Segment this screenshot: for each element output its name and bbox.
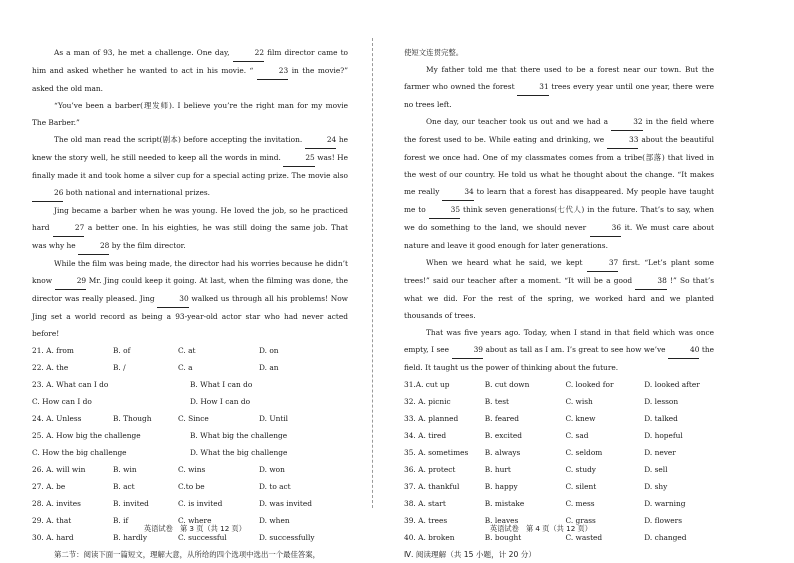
section-heading-reading: Ⅳ. 阅读理解（共 15 小题，计 20 分） [404,550,536,559]
options-list-right [404,376,714,546]
option-choice: C. sad [565,431,589,440]
option-choice: D. hopeful [644,431,683,440]
passage-text: about the beautiful forest we once had. One of my classmates comes from a tribe(部落) that lived in the west of our country. He told us what he thought about the change. “It makes me really [404,135,714,196]
passage-paragraph [32,131,348,202]
blank-number: 38 [635,272,666,290]
left-page [32,44,348,563]
cloze-passage-right [404,61,714,376]
option-choice: B. hurt [484,465,511,474]
option-choice: 32. A. picnic [404,397,451,406]
option-choice: C. wish [565,397,593,406]
section-instruction: 第二节：阅读下面一篇短文，理解大意，从所给的四个选项中选出一个最佳答案， [54,550,321,559]
passage-paragraph [404,324,714,376]
blank-number: 23 [257,62,288,80]
option-choice: B. test [484,397,509,406]
option-choice: C. successful [178,533,227,542]
option-choice: C. looked for [565,380,614,389]
option-choice: B. act [113,482,135,491]
passage-paragraph [404,61,714,113]
option-choice: C. wins [178,465,206,474]
blank-number: 29 [55,272,86,290]
blank-number: 25 [283,149,314,167]
option-row [32,410,348,427]
option-choice: C. How the big challenge [32,448,127,457]
option-choice: B. win [113,465,137,474]
option-choice: C. mess [565,499,595,508]
option-row [404,393,714,410]
option-choice: D. successfully [259,533,315,542]
option-choice: 34. A. tired [404,431,447,440]
option-choice: 40. A. broken [404,533,455,542]
option-choice: D. flowers [644,516,682,525]
option-row [32,359,348,376]
option-choice: D. on [259,346,279,355]
blank-number: 35 [429,201,460,219]
blank-number: 34 [442,183,473,201]
blank-number: 32 [611,113,642,131]
option-row [32,427,348,444]
passage-text: by the film director. [111,241,186,250]
option-choice: D. How I can do [190,397,251,406]
option-row [32,342,348,359]
passage-text: it. We must care about nature and leave it good enough for later generations. [404,223,714,250]
option-choice: C. Since [178,414,209,423]
option-choice: B. of [113,346,131,355]
passage-text: My father told me that there used to be a forest near our town. But the farmer who owned the forest [404,65,714,91]
blank-number: 22 [233,44,264,62]
passage-paragraph [32,255,348,342]
option-choice: 26. A. will win [32,465,86,474]
option-choice: B. invited [113,499,149,508]
option-choice: D. looked after [644,380,700,389]
blank-number: 33 [607,131,638,149]
passage-text: was! He finally made it and took home a silver cup for a special acting prize. The movie also [32,153,348,180]
option-choice: D. changed [644,533,687,542]
option-choice: C. where [178,516,212,525]
passage-text: One day, our teacher took us out and we had a [426,117,609,126]
passage-text: When we heard what he said, we kept [426,258,583,267]
option-row [404,461,714,478]
option-choice: D. Until [259,414,289,423]
passage-text: the field. It taught us the power of thinking about the future. [404,345,715,372]
option-choice: C. silent [565,482,597,491]
passage-paragraph [404,113,714,254]
passage-text: both national and international prizes. [65,188,210,197]
passage-text: !” So that’s what we did. For the rest of the spring, we worked hard and we planted thousands of trees. [404,276,714,320]
option-choice: D. an [259,363,279,372]
option-row [32,376,348,393]
page-footer-right: 英语试卷 第 4 页（共 12 页） [490,524,592,533]
option-choice: 36. A. protect [404,465,456,474]
option-choice: B. What big the challenge [190,431,288,440]
blank-number: 28 [78,237,109,255]
option-choice: 33. A. planned [404,414,459,423]
option-choice: D. to act [259,482,291,491]
option-choice: C.to be [178,482,205,491]
passage-text: think seven generations(七代人) in the future. That’s to say, when we do something to the land, we should never [404,205,714,232]
option-choice: B. hardly [113,533,148,542]
option-choice: D. What the big challenge [190,448,288,457]
option-choice: C. study [565,465,596,474]
blank-number: 31 [517,78,548,96]
passage-paragraph [32,44,348,97]
option-choice: B. always [484,448,521,457]
option-choice: 21. A. from [32,346,74,355]
option-choice: B. cut down [484,380,530,389]
option-choice: B. if [113,516,129,525]
option-choice: D. shy [644,482,668,491]
page-footer-left: 英语试卷 第 3 页（共 12 页） [144,524,246,533]
passage-text: Mr. Jing could keep it going. At last, when the filming was done, the director was really pleased. Jing [32,276,348,303]
option-choice: B. happy [484,482,518,491]
option-choice: 22. A. the [32,363,69,372]
option-choice: 35. A. sometimes [404,448,469,457]
option-choice: D. sell [644,465,668,474]
option-choice: C. How can I do [32,397,92,406]
option-choice: 23. A. What can I do [32,380,109,389]
option-choice: D. lesson [644,397,679,406]
passage-text: While the film was being made, the director had his worries because he didn’t know [32,259,348,285]
blank-number: 24 [305,131,336,149]
instruction-continued: 使短文连贯完整。 [404,48,464,57]
passage-paragraph [32,202,348,255]
option-choice: B. mistake [484,499,525,508]
option-choice: 27. A. be [32,482,66,491]
option-choice: C. a [178,363,193,372]
passage-text: As a man of 93, he met a challenge. One day, [54,48,230,57]
blank-number: 36 [590,219,621,237]
option-choice: 39. A. trees [404,516,448,525]
passage-text: in the movie?” asked the old man. [32,66,348,93]
passage-text: he knew the story well, he still needed to keep all the words in mind. [32,135,348,162]
passage-text: film director came to him and asked whether he wanted to act in his movie. “ [32,48,348,75]
option-choice: D. never [644,448,676,457]
option-choice: C. grass [565,516,596,525]
passage-text: about as tall as I am. I’s great to see how we’ve [485,345,666,354]
option-choice: 29. A. that [32,516,72,525]
option-row [32,393,348,410]
option-row [404,478,714,495]
blank-number: 30 [157,290,188,308]
option-choice: D. when [259,516,290,525]
option-choice: 25. A. How big the challenge [32,431,141,440]
option-choice: B. bought [484,533,522,542]
option-choice: D. talked [644,414,678,423]
option-choice: C. at [178,346,196,355]
option-row [32,461,348,478]
option-choice: B. / [113,363,126,372]
passage-text: first. “Let’s plant some trees!” said our teacher after a moment. “It will be a good [404,258,714,285]
option-choice: B. What I can do [190,380,253,389]
blank-number: 27 [53,219,84,237]
passage-text: walked us through all his problems! Now Jing set a world record as being a 93-year-old actor star who had never acted before! [32,294,348,338]
passage-paragraph: “You’ve been a barber(理发师). I believe you’re the right man for my movie The Barber.” [32,101,348,127]
passage-text: to learn that a forest has disappeared. My people have taught me to [404,187,715,214]
option-choice: B. leaves [484,516,519,525]
passage-text: a better one. In his eighties, he was still doing the same job. That was why he [32,223,349,250]
blank-number: 37 [587,254,618,272]
passage-paragraph [404,254,714,324]
option-choice: 28. A. invites [32,499,81,508]
option-choice: C. knew [565,414,596,423]
cloze-passage-left [32,44,348,342]
option-choice: C. seldom [565,448,603,457]
page-divider [372,38,373,508]
option-row [32,495,348,512]
option-choice: D. won [259,465,285,474]
option-choice: 37. A. thankful [404,482,460,491]
option-choice: 31.A. cut up [404,380,450,389]
passage-text: That was five years ago. Today, when I stand in that field which was once empty, I see [404,328,714,354]
option-choice: B. feared [484,414,520,423]
option-choice: D. was invited [259,499,312,508]
options-list-left [32,342,348,546]
option-row [404,427,714,444]
passage-text: trees every year until one year, there were no trees left. [404,82,714,109]
option-choice: 24. A. Unless [32,414,82,423]
option-row [404,376,714,393]
option-row [32,478,348,495]
passage-text: Jing became a barber when he was young. He loved the job, so he practiced hard [32,206,348,232]
passage-text: in the field where the forest used to be. While eating and drinking, we [404,117,714,144]
right-page [404,44,714,563]
option-row [404,444,714,461]
blank-number: 26 [32,184,63,202]
blank-number: 39 [452,341,483,359]
option-row [404,495,714,512]
option-choice: C. wasted [565,533,603,542]
passage-text: The old man read the script(剧本) before accepting the invitation. [54,135,303,144]
option-choice: B. excited [484,431,522,440]
option-row [404,410,714,427]
option-choice: C. is invited [178,499,223,508]
option-choice: 38. A. start [404,499,446,508]
option-choice: 30. A. hard [32,533,74,542]
option-row [32,444,348,461]
option-choice: B. Though [113,414,152,423]
option-choice: D. warning [644,499,686,508]
blank-number: 40 [668,341,699,359]
